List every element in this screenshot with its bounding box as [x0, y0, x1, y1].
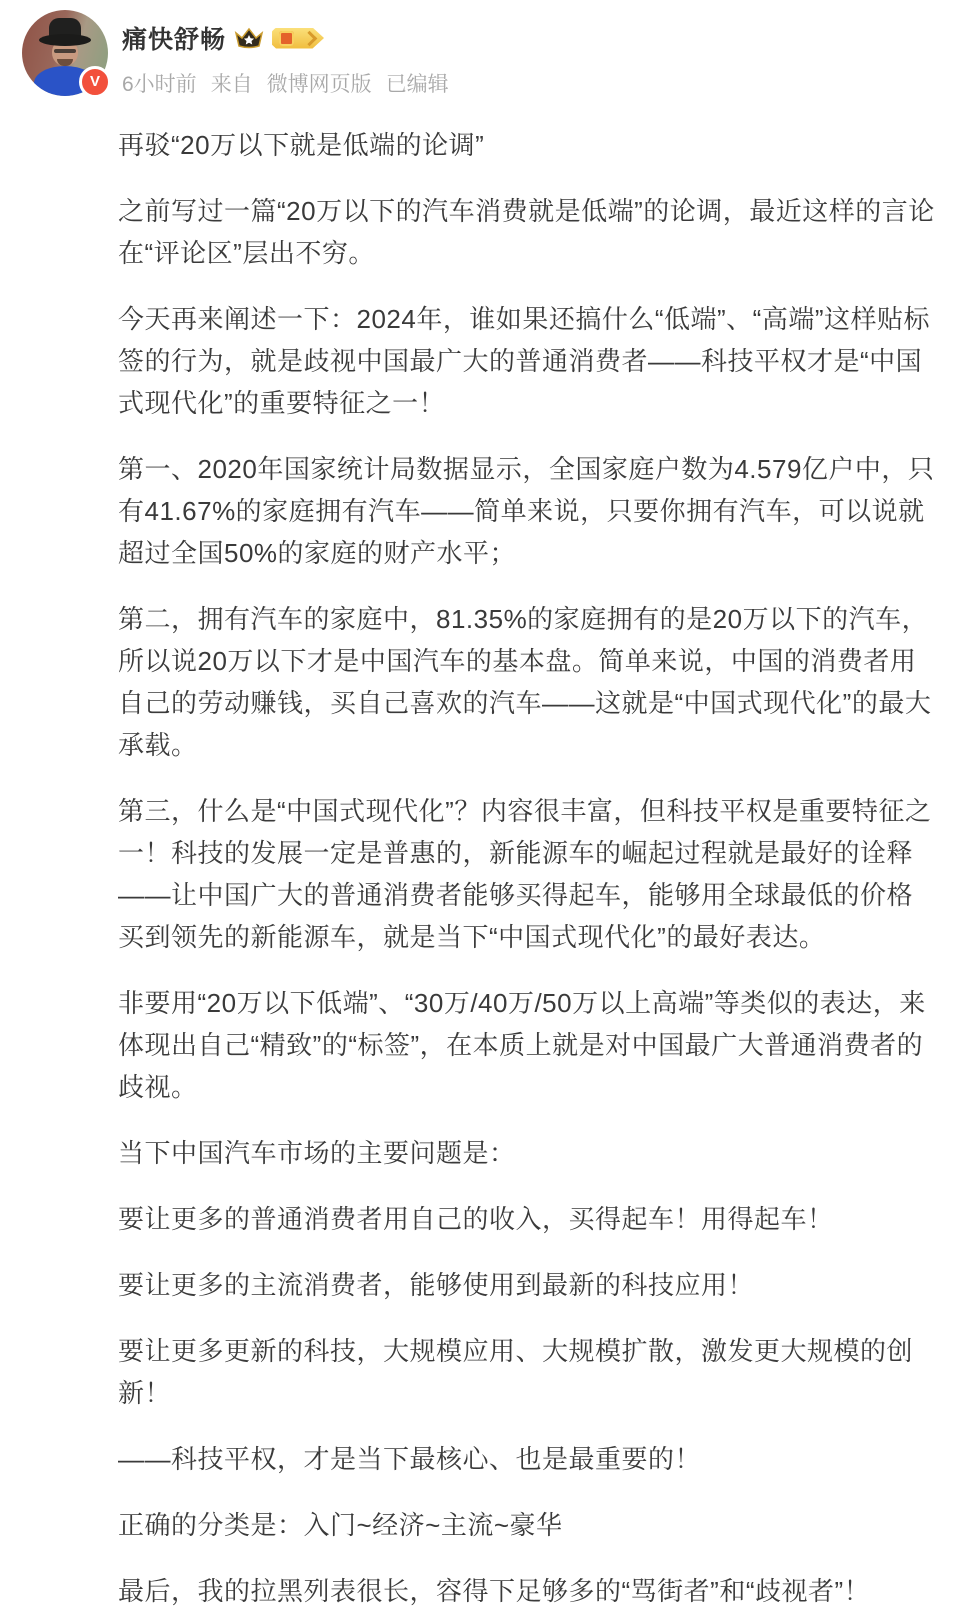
post-title: 再驳“20万以下就是低端的论调”: [118, 130, 485, 160]
timestamp: 6小时前: [122, 73, 197, 96]
post-paragraph: 今天再来阐述一下：2024年，谁如果还搞什么“低端”、“高端”这样贴标签的行为，就是歧视中国最广大的普通消费者——科技平权才是“中国式现代化”的重要特征之一！: [118, 304, 930, 418]
post-paragraph: 非要用“20万以下低端”、“30万/40万/50万以上高端”等类似的表达，来体现出自己“精致”的“标签”，在本质上就是对中国最广大普通消费者的歧视。: [118, 988, 926, 1102]
avatar-beard: [57, 59, 73, 66]
vip-level-icon: [279, 31, 294, 46]
edited-label: 已编辑: [385, 73, 449, 96]
post-header: [22, 10, 934, 98]
post-paragraph: 第二，拥有汽车的家庭中，81.35%的家庭拥有的是20万以下的汽车，所以说20万以下才是中国汽车的基本盘。简单来说，中国的消费者用自己的劳动赚钱，买自己喜欢的汽车——这就是“中国式现代化”的最大承载。: [118, 604, 932, 760]
post-paragraph: 要让更多的普通消费者用自己的收入，买得起车！用得起车！: [118, 1204, 834, 1234]
avatar-glasses: [54, 49, 76, 53]
post-meta: [122, 68, 449, 98]
source-prefix: 来自: [210, 73, 253, 96]
post-paragraph: 正确的分类是：入门~经济~主流~豪华: [118, 1510, 563, 1540]
post-paragraph: 要让更多的主流消费者，能够使用到最新的科技应用！: [118, 1270, 755, 1300]
post-paragraph: 要让更多更新的科技，大规模应用、大规模扩散，激发更大规模的创新！: [118, 1336, 914, 1408]
post-paragraph: 之前写过一篇“20万以下的汽车消费就是低端”的论调，最近这样的言论在“评论区”层出不穷。: [118, 196, 935, 268]
post-paragraph: 第一、2020年国家统计局数据显示，全国家庭户数为4.579亿户中，只有41.67%的家庭拥有汽车——简单来说，只要你拥有汽车，可以说就超过全国50%的家庭的财产水平；: [118, 454, 935, 568]
post-paragraph: ——科技平权，才是当下最核心、也是最重要的！: [118, 1444, 702, 1474]
source-link[interactable]: 微博网页版: [266, 73, 372, 96]
post-paragraph: 最后，我的拉黑列表很长，容得下足够多的“骂街者”和“歧视者”！: [118, 1576, 871, 1606]
vip-level-badge: [272, 28, 324, 49]
post-paragraph: 第三，什么是“中国式现代化”？内容很丰富，但科技平权是重要特征之一！科技的发展一定是普惠的，新能源车的崛起过程就是最好的诠释——让中国广大的普通消费者能够买得起车，能够用全球最低的价格买到领先的新能源车，就是当下“中国式现代化”的最好表达。: [118, 796, 932, 952]
verified-v-icon: V: [79, 66, 111, 98]
header-text: [122, 10, 449, 98]
name-row: [122, 20, 449, 56]
vip-chevron-icon: [302, 30, 318, 46]
username[interactable]: 痛快舒畅: [122, 26, 227, 54]
crown-icon: [234, 26, 264, 50]
post-paragraph: 当下中国汽车市场的主要问题是：: [118, 1138, 516, 1168]
avatar[interactable]: [22, 10, 108, 96]
avatar-hat-brim: [39, 34, 91, 46]
post-body: [118, 124, 938, 1612]
